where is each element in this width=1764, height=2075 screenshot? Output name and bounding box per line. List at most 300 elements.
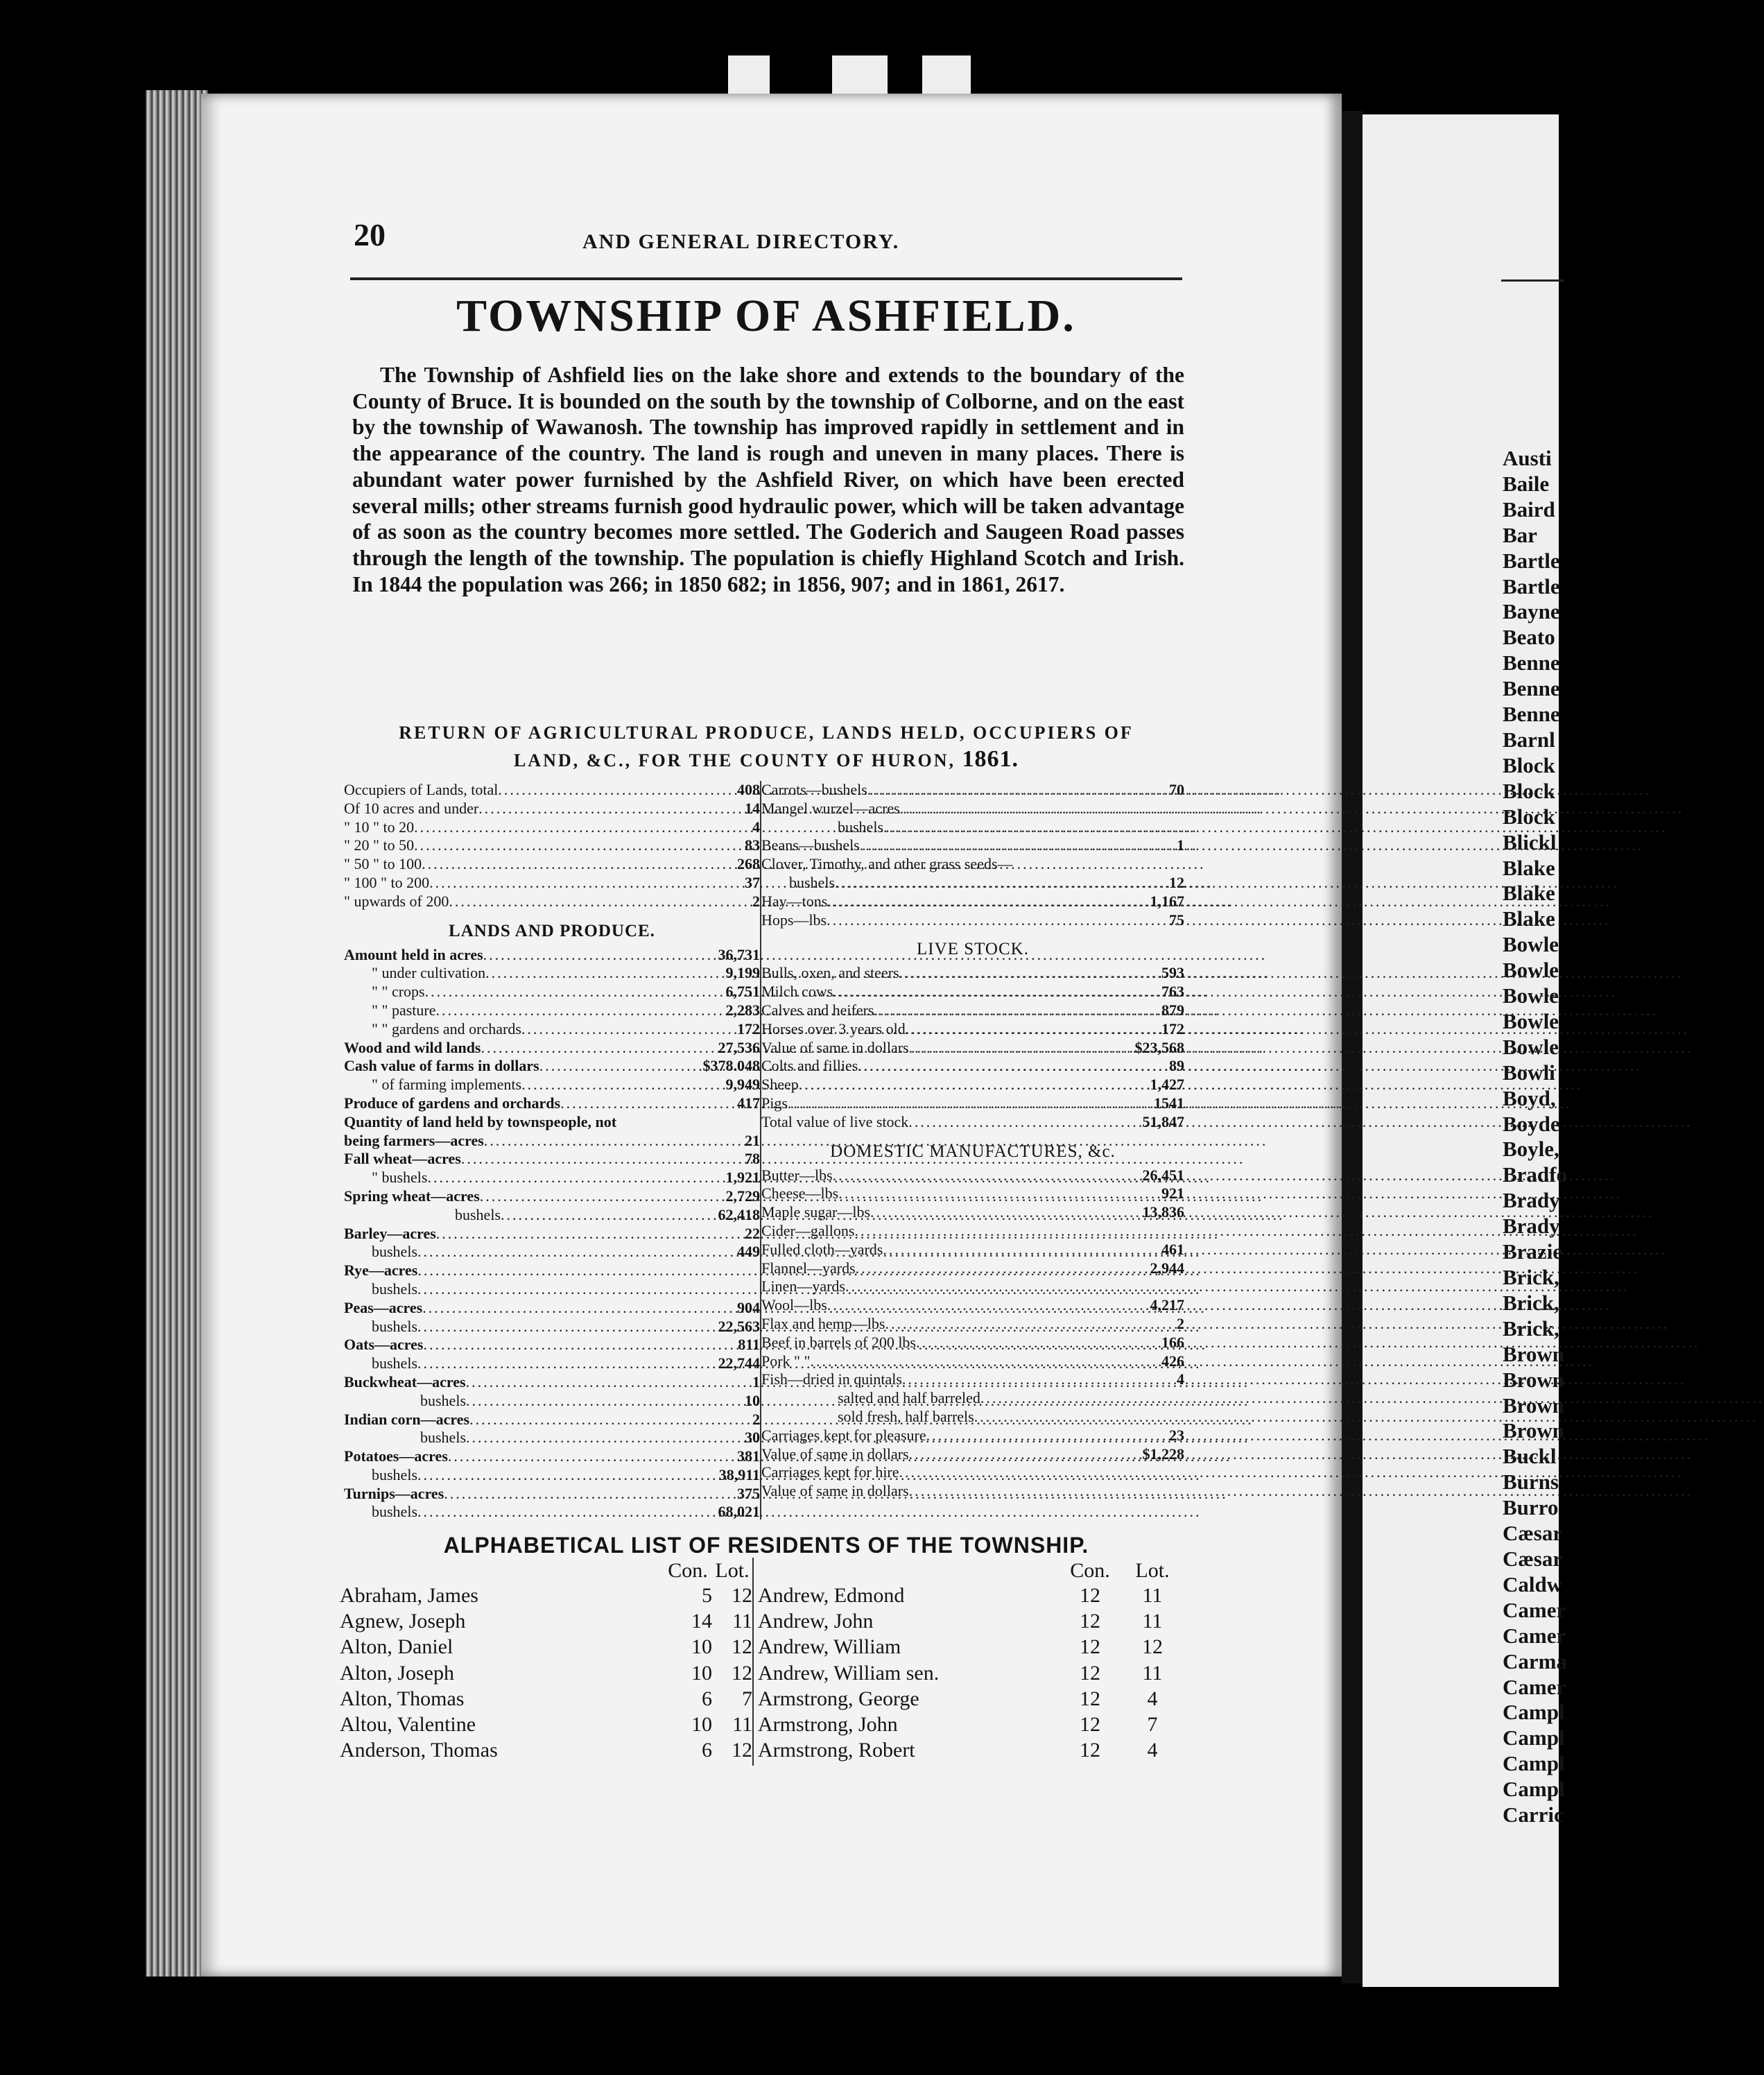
stat-row bbox=[344, 1169, 760, 1187]
stat-row bbox=[761, 1113, 1184, 1132]
stat-row bbox=[761, 964, 1184, 983]
resident-row bbox=[754, 1686, 1184, 1712]
stat-label: Quantity of land held by townspeople, not bbox=[344, 1112, 617, 1130]
leader-dots bbox=[539, 1057, 700, 1076]
stat-value: 21 bbox=[745, 1131, 760, 1149]
stat-row bbox=[761, 1185, 1184, 1203]
stat-label: Mangel wurzel—acres bbox=[761, 799, 900, 817]
stat-label: Flax and hemp—lbs bbox=[761, 1314, 885, 1332]
stat-label: Fulled cloth—yards bbox=[761, 1240, 883, 1258]
stat-label: Amount held in acres bbox=[344, 945, 483, 963]
leader-dots bbox=[484, 1132, 742, 1151]
facing-page-name: Brown bbox=[1503, 1341, 1565, 1366]
leader-dots bbox=[478, 800, 742, 818]
stat-value: 268 bbox=[737, 855, 760, 873]
stat-row bbox=[761, 1296, 1184, 1315]
stat-label: " of farming implements bbox=[372, 1076, 522, 1094]
stat-label: Value of same in dollars bbox=[761, 1482, 909, 1500]
stat-value: 23 bbox=[1169, 1426, 1184, 1444]
resident-concession: 10 bbox=[691, 1712, 712, 1736]
stat-value: 2 bbox=[752, 1410, 760, 1428]
stat-value: 449 bbox=[737, 1243, 760, 1261]
stat-label: Beef in barrels of 200 lbs bbox=[761, 1333, 916, 1351]
stat-value: 36,731 bbox=[718, 945, 760, 963]
facing-page-name: Bar bbox=[1503, 522, 1537, 547]
stat-value: 78 bbox=[745, 1150, 760, 1168]
facing-page-name: Bowle bbox=[1503, 983, 1559, 1008]
stat-label: Value of same in dollars bbox=[761, 1038, 909, 1056]
stat-label: Colts and fillies bbox=[761, 1057, 858, 1075]
stat-label: bushels bbox=[838, 818, 883, 836]
leader-dots bbox=[466, 1429, 742, 1447]
resident-name: Anderson, Thomas bbox=[340, 1739, 498, 1762]
stat-value: $378.048 bbox=[702, 1057, 760, 1075]
stat-row bbox=[344, 893, 760, 911]
stat-row bbox=[761, 1203, 1184, 1222]
leader-dots bbox=[466, 1373, 750, 1392]
leader-dots bbox=[974, 1408, 1182, 1427]
stat-row bbox=[344, 1225, 760, 1243]
stat-value: 70 bbox=[1169, 781, 1184, 798]
stat-label: Carrots—bushels bbox=[761, 781, 867, 798]
stat-value: 408 bbox=[737, 781, 760, 798]
resident-row bbox=[754, 1634, 1184, 1660]
resident-concession: 14 bbox=[691, 1610, 712, 1633]
resident-row bbox=[754, 1712, 1184, 1737]
leader-dots bbox=[856, 1259, 1148, 1278]
stat-value: 1,427 bbox=[1150, 1076, 1184, 1094]
stat-row bbox=[344, 1318, 760, 1336]
leader-dots bbox=[417, 1243, 734, 1262]
facing-page-name: Bartle bbox=[1503, 548, 1560, 573]
stat-value: 2,944 bbox=[1150, 1259, 1184, 1277]
facing-page-name: Barnl bbox=[1503, 727, 1555, 752]
running-head: AND GENERAL DIRECTORY. bbox=[582, 230, 900, 253]
stat-value: 1,921 bbox=[725, 1169, 760, 1187]
stat-row bbox=[344, 946, 760, 965]
facing-page-name: Campl bbox=[1503, 1725, 1565, 1750]
facing-page-rule bbox=[1501, 279, 1564, 282]
residents-column-header bbox=[340, 1558, 752, 1583]
stat-label: " 20 " to 50 bbox=[344, 836, 415, 854]
stat-row bbox=[761, 874, 1184, 893]
stat-label: bushels bbox=[372, 1280, 417, 1298]
stat-label: bushels bbox=[372, 1465, 417, 1483]
stat-row bbox=[761, 1222, 1184, 1241]
leader-dots bbox=[833, 983, 1159, 1001]
stat-row bbox=[344, 1411, 760, 1429]
stat-value: 375 bbox=[737, 1484, 760, 1502]
facing-page-name: Burro bbox=[1503, 1495, 1559, 1520]
resident-concession: 10 bbox=[691, 1635, 712, 1659]
return-heading-line1: RETURN OF AGRICULTURAL PRODUCE, LANDS HELD, OCCUPIERS OF bbox=[399, 723, 1134, 743]
resident-row bbox=[340, 1634, 752, 1660]
stat-value: 417 bbox=[737, 1094, 760, 1112]
resident-concession: 12 bbox=[1080, 1661, 1100, 1685]
stat-label: " upwards of 200 bbox=[344, 892, 449, 910]
stat-row bbox=[344, 1392, 760, 1411]
facing-page-name: Burns bbox=[1503, 1470, 1559, 1495]
stat-row bbox=[344, 1187, 760, 1206]
resident-lot: 12 bbox=[732, 1739, 752, 1762]
stat-label: bushels bbox=[372, 1354, 417, 1372]
leader-dots bbox=[854, 1222, 1182, 1241]
resident-row bbox=[340, 1608, 752, 1634]
resident-lot: 12 bbox=[732, 1584, 752, 1607]
stat-label: " 10 " to 20 bbox=[344, 818, 415, 836]
stat-label: Of 10 acres and under bbox=[344, 799, 479, 817]
stat-label: Calves and heifers bbox=[761, 1001, 874, 1019]
residents-column-header bbox=[754, 1558, 1184, 1583]
leader-dots bbox=[417, 1354, 716, 1373]
stat-value: 22,744 bbox=[718, 1354, 760, 1372]
stat-label: Linen—yards bbox=[761, 1277, 845, 1295]
stat-value: 6,751 bbox=[725, 983, 760, 1001]
header-rule bbox=[350, 277, 1182, 280]
stat-label: bushels bbox=[455, 1205, 501, 1223]
stat-value: 89 bbox=[1169, 1057, 1184, 1075]
facing-page-name: Carric bbox=[1503, 1802, 1564, 1827]
resident-row bbox=[754, 1660, 1184, 1686]
stat-label: Cheese—lbs bbox=[761, 1185, 839, 1203]
stat-label: Cider—gallons bbox=[761, 1221, 855, 1239]
leader-dots bbox=[885, 1315, 1174, 1334]
facing-page-name: Camer bbox=[1503, 1674, 1566, 1699]
stat-row bbox=[344, 1503, 760, 1522]
lot-header: Lot. bbox=[715, 1559, 750, 1582]
stat-row bbox=[344, 1243, 760, 1262]
leader-dots bbox=[909, 1445, 1140, 1464]
stat-label: bushels bbox=[372, 1317, 417, 1335]
facing-page-name: Brick, bbox=[1503, 1265, 1559, 1289]
leader-dots bbox=[422, 1299, 734, 1318]
left-statistics-column bbox=[344, 781, 761, 1519]
stat-row bbox=[761, 1166, 1184, 1185]
stat-row bbox=[761, 1039, 1184, 1058]
resident-concession: 12 bbox=[1080, 1712, 1100, 1736]
stat-value: 2,729 bbox=[725, 1187, 760, 1205]
leader-dots bbox=[461, 1150, 742, 1169]
resident-lot: 11 bbox=[732, 1610, 752, 1633]
leader-dots bbox=[833, 1166, 1140, 1185]
stat-value: 763 bbox=[1161, 983, 1184, 1001]
stat-value: $23,568 bbox=[1134, 1038, 1184, 1056]
facing-page-name: Benne bbox=[1503, 702, 1560, 727]
stat-row bbox=[761, 1427, 1184, 1445]
resident-lot: 7 bbox=[742, 1687, 752, 1710]
stat-label: Buckwheat—acres bbox=[344, 1372, 466, 1390]
stat-row bbox=[761, 1352, 1184, 1371]
stat-row bbox=[344, 781, 760, 800]
stat-value: 68,021 bbox=[718, 1503, 760, 1521]
stat-value: 593 bbox=[1161, 964, 1184, 982]
stat-label: " under cultivation bbox=[372, 964, 486, 982]
stat-row bbox=[761, 1001, 1184, 1020]
leader-dots bbox=[899, 1463, 1182, 1482]
leader-dots bbox=[481, 1039, 715, 1058]
leader-dots bbox=[423, 1336, 735, 1354]
stat-value: 4,217 bbox=[1150, 1296, 1184, 1314]
resident-concession: 12 bbox=[1080, 1610, 1100, 1633]
stat-label: Maple sugar—lbs bbox=[761, 1203, 871, 1221]
stat-value: 13,836 bbox=[1142, 1203, 1184, 1221]
leader-dots bbox=[906, 1020, 1159, 1039]
resident-row bbox=[340, 1660, 752, 1686]
leader-dots bbox=[827, 911, 1166, 930]
stat-row bbox=[761, 1482, 1184, 1501]
leader-dots bbox=[417, 1503, 716, 1522]
leader-dots bbox=[560, 1094, 734, 1113]
book-page-edges bbox=[146, 90, 208, 1977]
stat-row bbox=[344, 1299, 760, 1318]
stat-value: $1,228 bbox=[1142, 1445, 1184, 1463]
stat-value: 2 bbox=[752, 892, 760, 910]
facing-page-name: Boyde bbox=[1503, 1111, 1560, 1136]
stat-row bbox=[761, 911, 1184, 930]
stat-row bbox=[344, 1132, 760, 1151]
facing-page-name: Beato bbox=[1503, 625, 1555, 650]
facing-page-name: Buckl bbox=[1503, 1444, 1557, 1469]
leader-dots bbox=[909, 1039, 1132, 1058]
resident-lot: 11 bbox=[1142, 1610, 1163, 1633]
stat-value: 1541 bbox=[1154, 1094, 1184, 1112]
stat-label: " 50 " to 100 bbox=[344, 855, 422, 873]
resident-row bbox=[754, 1608, 1184, 1634]
stat-label: Turnips—acres bbox=[344, 1484, 444, 1502]
stat-label: Total value of live stock bbox=[761, 1112, 909, 1130]
stat-label: Indian corn—acres bbox=[344, 1410, 470, 1428]
stat-row bbox=[344, 1466, 760, 1485]
facing-page-name: Boyd, bbox=[1503, 1085, 1556, 1110]
stat-label: bushels bbox=[372, 1503, 417, 1521]
leader-dots bbox=[417, 1318, 716, 1336]
stat-row bbox=[344, 1039, 760, 1058]
facing-page-name: Brazie bbox=[1503, 1239, 1563, 1264]
stat-value: 51,847 bbox=[1142, 1112, 1184, 1130]
facing-page-name: Brown bbox=[1503, 1367, 1565, 1392]
stat-label: Hops—lbs bbox=[761, 911, 827, 929]
resident-name: Andrew, William bbox=[758, 1635, 901, 1659]
leader-dots bbox=[485, 964, 723, 983]
facing-page-name: Bowle bbox=[1503, 1034, 1559, 1059]
stat-row bbox=[344, 1262, 760, 1280]
facing-page-name: Carma bbox=[1503, 1648, 1567, 1673]
stat-row bbox=[344, 1336, 760, 1354]
resident-concession: 12 bbox=[1080, 1687, 1100, 1710]
resident-concession: 10 bbox=[691, 1661, 712, 1685]
facing-page-name: Bayne bbox=[1503, 599, 1560, 624]
stat-label: Pork " " bbox=[761, 1352, 811, 1370]
leader-dots bbox=[908, 1113, 1139, 1132]
resident-lot: 7 bbox=[1147, 1712, 1158, 1736]
return-heading-line2-text: LAND, &C., FOR THE COUNTY OF HURON, bbox=[513, 750, 956, 770]
domestic-manufactures-heading: DOMESTIC MANUFACTURES, &c. bbox=[830, 1142, 1116, 1161]
stat-row bbox=[761, 1076, 1184, 1094]
stat-value: 10 bbox=[745, 1391, 760, 1409]
facing-page-name: Block bbox=[1503, 778, 1555, 803]
stat-row bbox=[344, 983, 760, 1001]
stat-label: Fish—dried in quintals bbox=[761, 1370, 902, 1388]
resident-lot: 11 bbox=[732, 1712, 752, 1736]
facing-page-name: Block bbox=[1503, 804, 1555, 829]
stat-value: 381 bbox=[737, 1447, 760, 1465]
stat-label: bushels bbox=[420, 1391, 466, 1409]
leader-dots bbox=[422, 855, 734, 874]
stat-label: " bushels bbox=[372, 1169, 428, 1187]
stat-value: 38,911 bbox=[718, 1465, 760, 1483]
facing-page-name: Blake bbox=[1503, 881, 1555, 906]
stat-row bbox=[344, 1485, 760, 1504]
facing-page-name: Caldw bbox=[1503, 1572, 1563, 1596]
stat-value: 4 bbox=[1177, 1370, 1184, 1388]
resident-concession: 12 bbox=[1080, 1635, 1100, 1659]
leader-dots bbox=[425, 983, 723, 1001]
stat-row bbox=[344, 964, 760, 983]
stat-label: Beans—bushels bbox=[761, 836, 860, 854]
stat-label: bushels bbox=[420, 1429, 466, 1447]
resident-name: Alton, Daniel bbox=[340, 1635, 453, 1659]
leader-dots bbox=[444, 1485, 734, 1504]
return-heading bbox=[347, 720, 1186, 774]
stat-row bbox=[761, 1389, 1184, 1408]
leader-dots bbox=[980, 1389, 1182, 1408]
lands-and-produce-heading: LANDS AND PRODUCE. bbox=[449, 921, 655, 940]
resident-row bbox=[340, 1712, 752, 1737]
stat-row bbox=[344, 1429, 760, 1447]
leader-dots bbox=[858, 1057, 1166, 1076]
facing-page-name: Baird bbox=[1503, 497, 1555, 522]
leader-dots bbox=[480, 1187, 723, 1206]
stat-row bbox=[761, 1259, 1184, 1278]
leader-dots bbox=[448, 1447, 734, 1466]
facing-page-name: Brick, bbox=[1503, 1316, 1559, 1341]
stat-row bbox=[344, 1373, 760, 1392]
stat-row bbox=[761, 855, 1184, 874]
leader-dots bbox=[417, 1280, 757, 1299]
leader-dots bbox=[417, 1466, 716, 1485]
facing-page-name: Brick, bbox=[1503, 1290, 1559, 1315]
stat-row bbox=[344, 1057, 760, 1076]
facing-page-name: Blake bbox=[1503, 855, 1555, 880]
stat-row bbox=[761, 1445, 1184, 1464]
leader-dots bbox=[414, 818, 750, 837]
facing-page-name: Cæsar bbox=[1503, 1546, 1563, 1571]
stat-row bbox=[761, 1057, 1184, 1076]
leader-dots bbox=[429, 874, 742, 893]
stat-row bbox=[344, 855, 760, 874]
stat-value: 879 bbox=[1161, 1001, 1184, 1019]
stat-value: 1,167 bbox=[1150, 892, 1184, 910]
resident-concession: 12 bbox=[1080, 1584, 1100, 1607]
stat-row bbox=[761, 1094, 1184, 1113]
facing-page-name: Boyle, bbox=[1503, 1137, 1559, 1162]
stat-label: salted and half barreled bbox=[838, 1389, 980, 1407]
leader-dots bbox=[521, 1020, 734, 1039]
leader-dots bbox=[449, 893, 750, 911]
stat-label: Potatoes—acres bbox=[344, 1447, 448, 1465]
stat-label: Peas—acres bbox=[344, 1298, 423, 1316]
live-stock-heading: LIVE STOCK. bbox=[917, 940, 1029, 959]
resident-lot: 12 bbox=[732, 1661, 752, 1685]
stat-value: 75 bbox=[1169, 911, 1184, 929]
stat-label: Butter—lbs bbox=[761, 1166, 833, 1184]
resident-name: Altou, Valentine bbox=[340, 1712, 476, 1736]
stat-value: 37 bbox=[745, 873, 760, 891]
facing-page-name: Blickl bbox=[1503, 829, 1557, 854]
stat-value: 1 bbox=[1177, 836, 1184, 854]
stat-value: 22,563 bbox=[718, 1317, 760, 1335]
stat-value: 12 bbox=[1169, 873, 1184, 891]
leader-dots bbox=[799, 1076, 1148, 1094]
facing-page-name: Brady bbox=[1503, 1214, 1560, 1239]
facing-page-name: Camer bbox=[1503, 1597, 1566, 1622]
stat-row bbox=[344, 1447, 760, 1466]
stat-value: 921 bbox=[1161, 1185, 1184, 1203]
leader-dots bbox=[867, 781, 1166, 800]
stat-label: Occupiers of Lands, total bbox=[344, 781, 499, 798]
facing-page-name: Baile bbox=[1503, 471, 1550, 496]
leader-dots bbox=[845, 1277, 1182, 1296]
stat-row bbox=[344, 1020, 760, 1039]
stat-row bbox=[761, 800, 1184, 818]
facing-page-name: Blake bbox=[1503, 906, 1555, 931]
facing-page-name: Bowle bbox=[1503, 932, 1559, 957]
stat-row bbox=[344, 1001, 760, 1020]
stat-row bbox=[761, 893, 1184, 911]
leader-dots bbox=[827, 893, 1147, 911]
leader-dots bbox=[899, 964, 1159, 983]
stat-label: " " pasture bbox=[372, 1001, 436, 1019]
leader-dots bbox=[860, 836, 1174, 855]
stat-row bbox=[761, 1241, 1184, 1259]
resident-lot: 4 bbox=[1147, 1687, 1158, 1710]
leader-dots bbox=[838, 1185, 1159, 1203]
facing-page-name: Campl bbox=[1503, 1700, 1565, 1725]
leader-dots bbox=[900, 800, 1182, 818]
leader-dots bbox=[427, 1169, 723, 1187]
stat-value: 172 bbox=[1161, 1019, 1184, 1038]
facing-page-names bbox=[1503, 446, 1567, 1828]
leader-dots bbox=[926, 1427, 1166, 1445]
facing-page-name: Bowli bbox=[1503, 1060, 1555, 1085]
stat-row bbox=[344, 1354, 760, 1373]
stat-value: 30 bbox=[745, 1429, 760, 1447]
stat-row bbox=[761, 818, 1184, 837]
leader-dots bbox=[883, 818, 1182, 837]
stat-row bbox=[344, 1206, 760, 1225]
resident-name: Andrew, William sen. bbox=[758, 1661, 940, 1685]
stat-label: Barley—acres bbox=[344, 1224, 436, 1242]
stat-row bbox=[344, 1076, 760, 1094]
stat-row bbox=[761, 1315, 1184, 1334]
right-statistics-column bbox=[761, 781, 1184, 1519]
stat-label: sold fresh, half barrels bbox=[838, 1407, 974, 1425]
facing-page-name: Cæsar bbox=[1503, 1521, 1563, 1546]
stat-label: Wood and wild lands bbox=[344, 1038, 481, 1056]
stat-label: Pigs bbox=[761, 1094, 788, 1112]
stat-value: 426 bbox=[1161, 1352, 1184, 1370]
leader-dots bbox=[916, 1334, 1159, 1352]
leader-dots bbox=[835, 874, 1166, 893]
resident-name: Andrew, John bbox=[758, 1610, 874, 1633]
stat-row bbox=[344, 836, 760, 855]
stat-row bbox=[761, 1277, 1184, 1296]
resident-lot: 4 bbox=[1147, 1739, 1158, 1762]
stat-row bbox=[761, 1020, 1184, 1039]
stat-value: 4 bbox=[752, 818, 760, 836]
resident-name: Abraham, James bbox=[340, 1584, 478, 1607]
stat-label: being farmers—acres bbox=[344, 1131, 484, 1149]
